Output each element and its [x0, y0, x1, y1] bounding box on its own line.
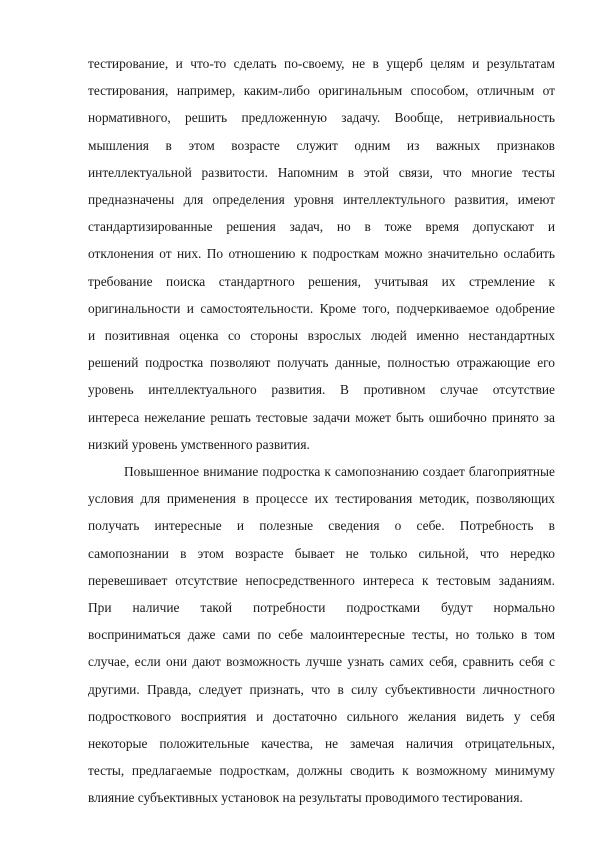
body-text — [88, 50, 555, 812]
text-line: мышления в этом возрасте служит одним из важных признаков — [88, 137, 555, 153]
paragraph-2 — [88, 458, 555, 812]
text-line: тесты, предлагаемые подросткам, должны сводить к возможному минимуму — [88, 763, 555, 779]
text-line: стандартизированные решения задач, но в тоже время допускают и — [88, 219, 555, 235]
text-line: оригинальности и самостоятельности. Кроме того, подчеркиваемое одобрение — [88, 300, 555, 316]
text-line: низкий уровень умственного развития. — [88, 436, 310, 452]
text-line: другими. Правда, следует признать, что в силу субъективности личностного — [88, 681, 555, 697]
paragraph-1 — [88, 50, 555, 458]
text-line: уровень интеллектуального развития. В противном случае отсутствие — [88, 382, 555, 398]
text-line: некоторые положительные качества, не замечая наличия отрицательных, — [88, 736, 555, 752]
text-line: влияние субъективных установок на результаты проводимого тестирования. — [88, 790, 523, 806]
text-line: подросткового восприятия и достаточно сильного желания видеть у себя — [88, 708, 555, 724]
text-line: решений подростка позволяют получать данные, полностью отражающие его — [88, 355, 555, 371]
text-line: интеллектуальной развитости. Напомним в этой связи, что многие тесты — [88, 164, 555, 180]
text-line: тестирование, и что-то сделать по-своему, не в ущерб целям и результатам — [88, 56, 555, 71]
text-line: и позитивная оценка со стороны взрослых людей именно нестандартных — [88, 328, 555, 344]
text-line: условия для применения в процессе их тестирования методик, позволяющих — [88, 491, 555, 507]
text-line: получать интересные и полезные сведения о себе. Потребность в — [88, 518, 555, 534]
text-line: При наличие такой потребности подростками будут нормально — [88, 600, 555, 616]
text-line: тестирования, например, каким-либо оригинальным способом, отличным от — [88, 83, 555, 99]
text-line: интереса нежелание решать тестовые задачи может быть ошибочно принято за — [88, 409, 555, 425]
text-line: восприниматься даже сами по себе малоинтересные тесты, но только в том — [88, 627, 555, 643]
text-line: предназначены для определения уровня интеллектульного развития, имеют — [88, 192, 555, 208]
text-line: перевешивает отсутствие непосредственного интереса к тестовым заданиям. — [88, 572, 555, 588]
text-line: нормативного, решить предложенную задачу. Вообще, нетривиальность — [88, 110, 555, 126]
text-line: случае, если они дают возможность лучше узнать самих себя, сравнить себя с — [88, 654, 555, 670]
text-line: требование поиска стандартного решения, учитывая их стремление к — [88, 273, 555, 289]
text-line: самопознании в этом возрасте бывает не только сильной, что нередко — [88, 545, 555, 561]
text-line: отклонения от них. По отношению к подросткам можно значительно ослабить — [88, 246, 555, 262]
text-line: Повышенное внимание подростка к самопознанию создает благоприятные — [124, 464, 555, 480]
